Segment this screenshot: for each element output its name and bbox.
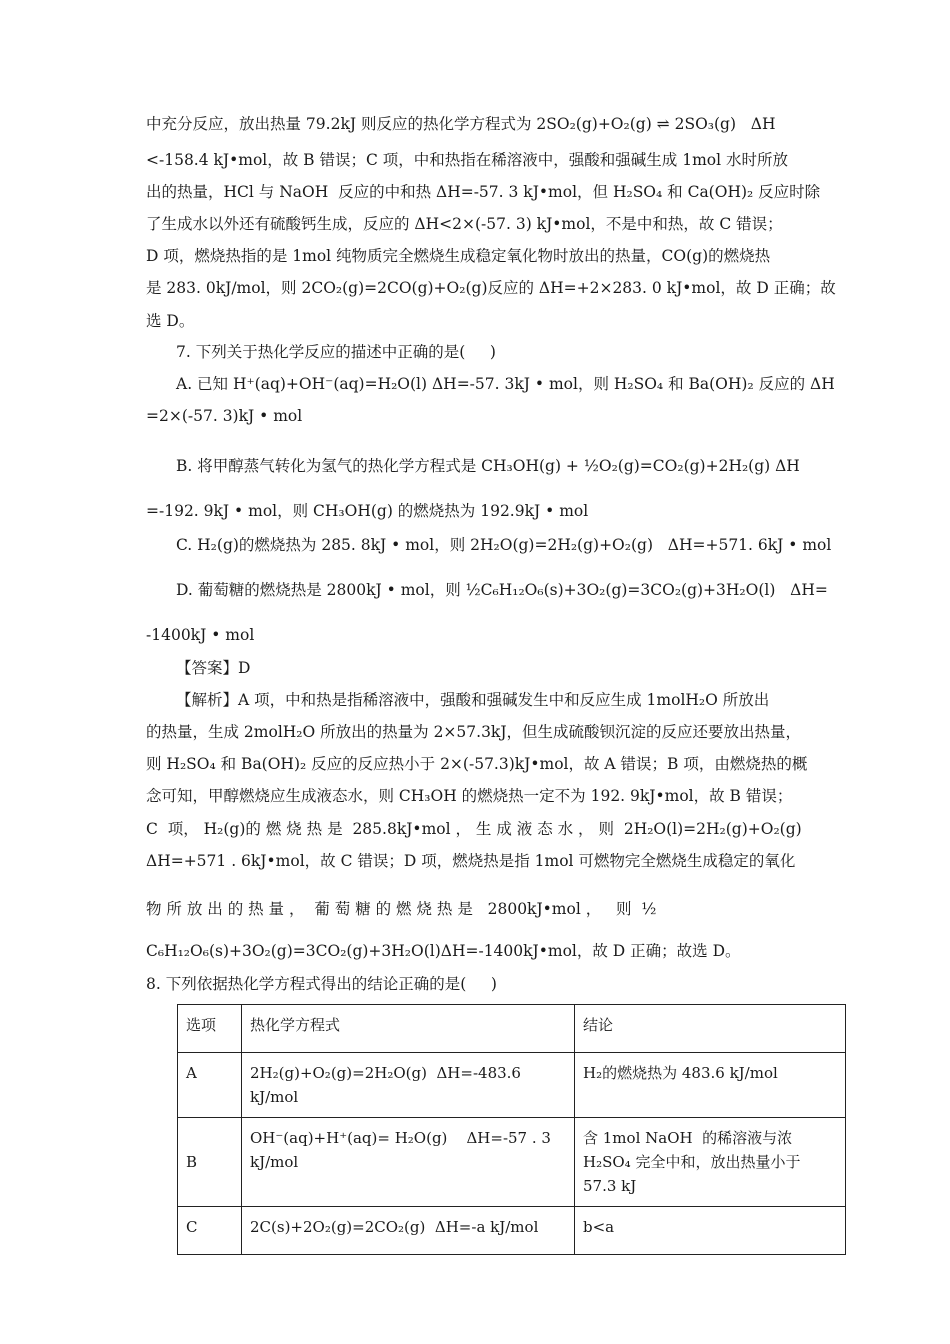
table-cell: H₂的燃烧热为 483.6 kJ/mol	[575, 1053, 846, 1118]
answer-line: 【答案】D	[176, 659, 251, 677]
option-d-line: D. 葡萄糖的燃烧热是 2800kJ • mol，则 ½C₆H₁₂O₆(s)+3O₂(g)=3CO₂(g)+3H₂O(l) ΔH=	[176, 581, 828, 599]
table-cell: b<a	[575, 1207, 846, 1255]
text-line: 了生成水以外还有硫酸钙生成，反应的 ΔH<2×(-57. 3) kJ•mol，不是中和热，故 C 错误；	[146, 215, 783, 233]
option-b-line: =-192. 9kJ • mol，则 CH₃OH(g) 的燃烧热为 192.9kJ • mol	[146, 502, 589, 520]
analysis-line: 物 所 放 出 的 热 量 ， 葡 萄 糖 的 燃 烧 热 是 2800kJ•mol ， 则 ½	[146, 900, 657, 918]
table-cell: 含 1mol NaOH 的稀溶液与浓 H₂SO₄ 完全中和，放出热量小于 57.3 kJ	[575, 1118, 846, 1207]
text-line: 出的热量，HCl 与 NaOH 反应的中和热 ΔH=-57. 3 kJ•mol，但 H₂SO₄ 和 Ca(OH)₂ 反应时除	[146, 183, 821, 201]
analysis-line: 念可知，甲醇燃烧应生成液态水，则 CH₃OH 的燃烧热一定不为 192. 9kJ•mol，故 B 错误；	[146, 787, 793, 805]
text-line: 中充分反应，放出热量 79.2kJ 则反应的热化学方程式为 2SO₂(g)+O₂(g) ⇌ 2SO₃(g) ΔH	[146, 115, 776, 133]
table-header-row	[178, 1005, 846, 1053]
table-header-cell: 热化学方程式	[242, 1005, 575, 1053]
table-cell: OH⁻(aq)+H⁺(aq)= H₂O(g) ΔH=-57 . 3 kJ/mol	[242, 1118, 575, 1207]
question-8-title: 8. 下列依据热化学方程式得出的结论正确的是( )	[146, 975, 497, 993]
table-row	[178, 1207, 846, 1255]
table-cell: C	[178, 1207, 242, 1255]
table-cell: B	[178, 1118, 242, 1207]
analysis-line: C 项， H₂(g)的 燃 烧 热 是 285.8kJ•mol ， 生 成 液 态 水 ， 则 2H₂O(l)=2H₂(g)+O₂(g)	[146, 820, 802, 838]
option-a-line: =2×(-57. 3)kJ • mol	[146, 407, 303, 425]
option-b-line: B. 将甲醇蒸气转化为氢气的热化学方程式是 CH₃OH(g) + ½O₂(g)=CO₂(g)+2H₂(g) ΔH	[176, 457, 800, 475]
table-row	[178, 1118, 846, 1207]
table-cell: 2C(s)+2O₂(g)=2CO₂(g) ΔH=-a kJ/mol	[242, 1207, 575, 1255]
analysis-line: ΔH=+571 . 6kJ•mol，故 C 错误；D 项，燃烧热是指 1mol 可燃物完全燃烧生成稳定的氧化	[146, 852, 796, 870]
analysis-line: 的热量，生成 2molH₂O 所放出的热量为 2×57.3kJ，但生成硫酸钡沉淀的反应还要放出热量，	[146, 723, 802, 741]
text-line: 是 283. 0kJ/mol，则 2CO₂(g)=2CO(g)+O₂(g)反应的 ΔH=+2×283. 0 kJ•mol，故 D 正确；故	[146, 279, 836, 297]
option-d-line: -1400kJ • mol	[146, 626, 255, 644]
conclusion-table	[177, 1004, 846, 1255]
analysis-line: 【解析】A 项，中和热是指稀溶液中，强酸和强碱发生中和反应生成 1molH₂O 所放出	[176, 691, 770, 709]
table-row	[178, 1053, 846, 1118]
text-line: 选 D。	[146, 312, 195, 330]
table-header-cell: 结论	[575, 1005, 846, 1053]
question-7-title: 7. 下列关于热化学反应的描述中正确的是( )	[176, 343, 496, 361]
option-c-line: C. H₂(g)的燃烧热为 285. 8kJ • mol，则 2H₂O(g)=2H₂(g)+O₂(g) ΔH=+571. 6kJ • mol	[176, 536, 832, 554]
table-cell: A	[178, 1053, 242, 1118]
table-header-cell: 选项	[178, 1005, 242, 1053]
table-cell: 2H₂(g)+O₂(g)=2H₂O(g) ΔH=-483.6 kJ/mol	[242, 1053, 575, 1118]
analysis-line: C₆H₁₂O₆(s)+3O₂(g)=3CO₂(g)+3H₂O(l)ΔH=-1400kJ•mol，故 D 正确；故选 D。	[146, 942, 741, 960]
text-line: <-158.4 kJ•mol，故 B 错误；C 项，中和热指在稀溶液中，强酸和强碱生成 1mol 水时所放	[146, 151, 788, 169]
text-line: D 项，燃烧热指的是 1mol 纯物质完全燃烧生成稳定氧化物时放出的热量，CO(g)的燃烧热	[146, 247, 771, 265]
option-a-line: A. 已知 H⁺(aq)+OH⁻(aq)=H₂O(l) ΔH=-57. 3kJ • mol，则 H₂SO₄ 和 Ba(OH)₂ 反应的 ΔH	[176, 375, 835, 393]
analysis-line: 则 H₂SO₄ 和 Ba(OH)₂ 反应的反应热小于 2×(-57.3)kJ•mol，故 A 错误；B 项，由燃烧热的概	[146, 755, 808, 773]
